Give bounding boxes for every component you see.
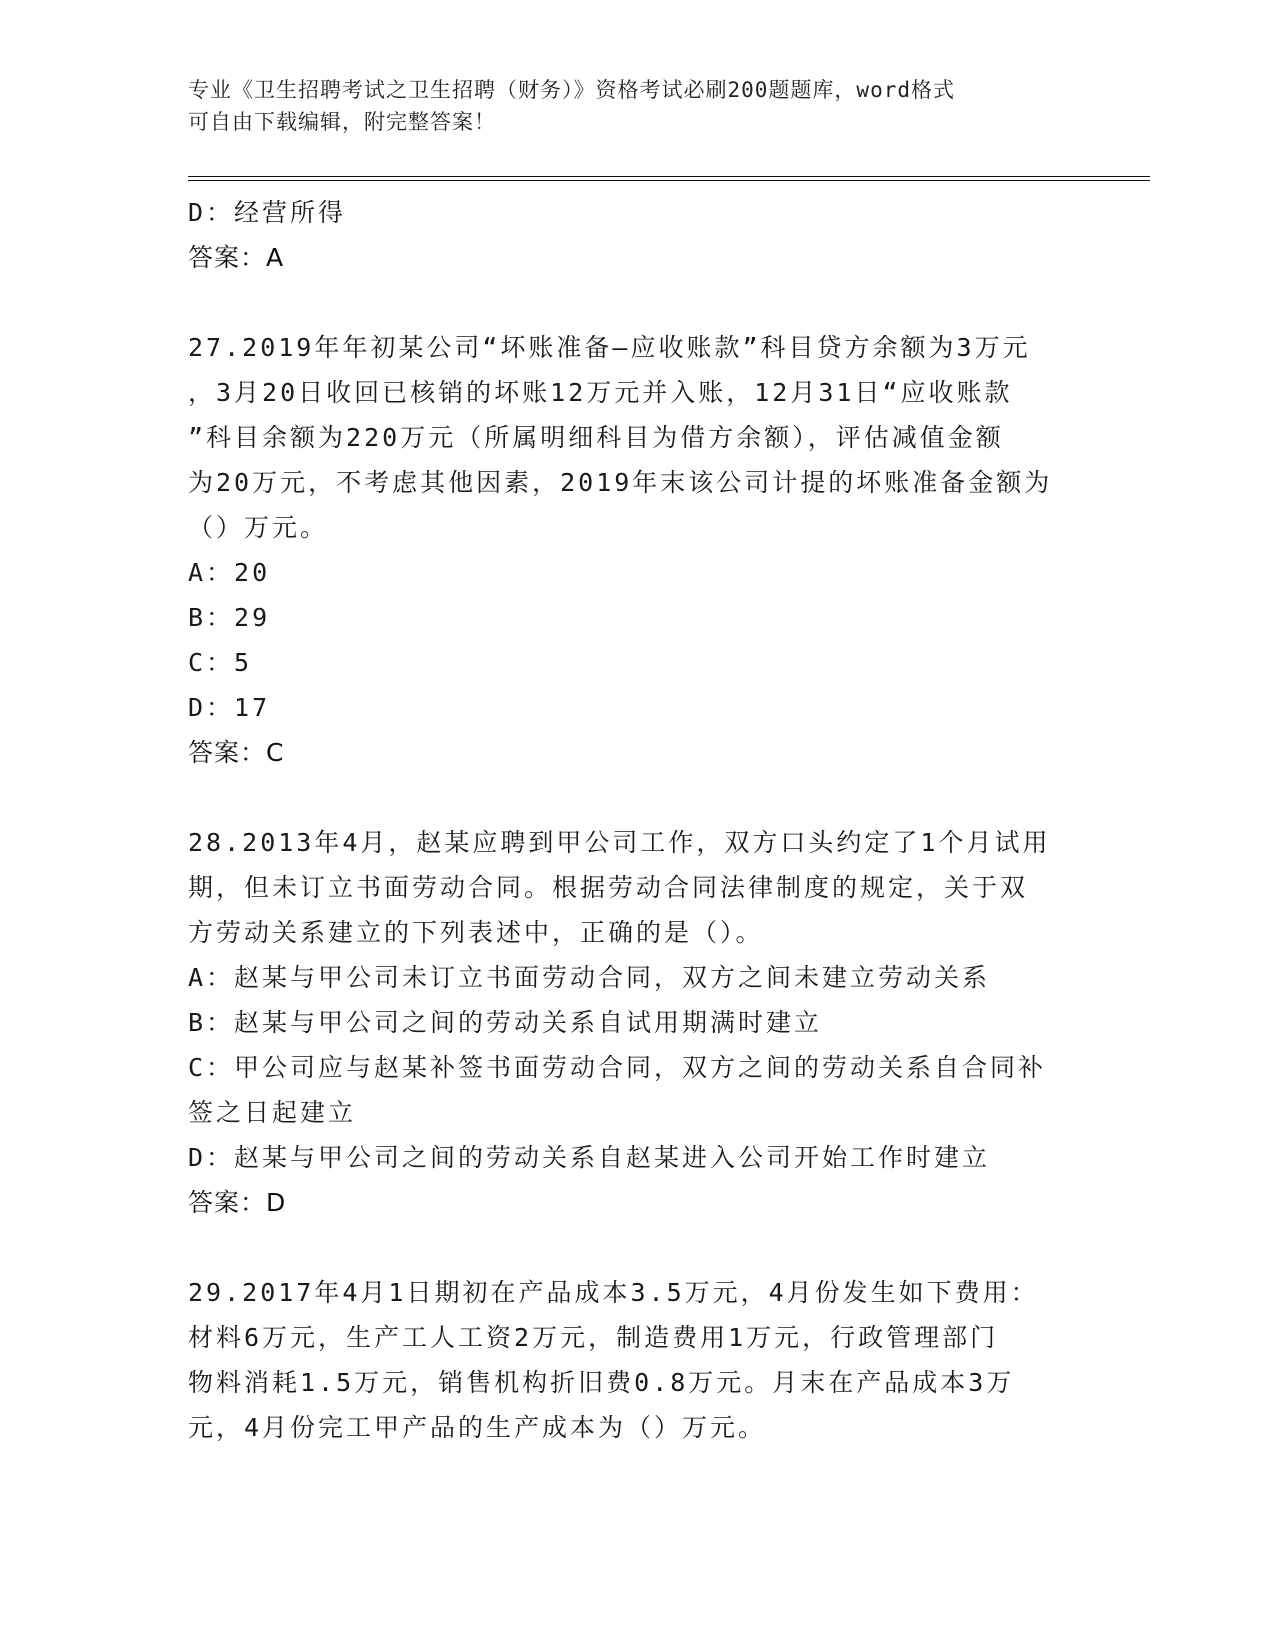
question-stem-line: 29.2017年4月1日期初在产品成本3.5万元，4月份发生如下费用： bbox=[188, 1278, 1039, 1307]
question-stem-line: 材料6万元，生产工人工资2万元，制造费用1万元，行政管理部门 bbox=[188, 1323, 999, 1352]
option-d: D：17 bbox=[188, 693, 271, 722]
option-a: A：20 bbox=[188, 558, 271, 587]
question-stem-line: 元，4月份完工甲产品的生产成本为（）万元。 bbox=[188, 1413, 767, 1442]
document-body bbox=[188, 190, 1088, 1450]
question-stem-line: 期，但未订立书面劳动合同。根据劳动合同法律制度的规定，关于双 bbox=[188, 873, 1029, 902]
option-b: B：29 bbox=[188, 603, 271, 632]
option-a: A：赵某与甲公司未订立书面劳动合同，双方之间未建立劳动关系 bbox=[188, 963, 991, 992]
option-c: C：5 bbox=[188, 648, 253, 677]
header-line-1: 专业《卫生招聘考试之卫生招聘（财务）》资格考试必刷200题题库，word格式 bbox=[188, 78, 955, 102]
question-stem-line: 27.2019年年初某公司“坏账准备—应收账款”科目贷方余额为3万元 bbox=[188, 333, 1031, 362]
question-28 bbox=[188, 820, 1088, 1225]
question-27 bbox=[188, 325, 1088, 775]
header-line-2: 可自由下载编辑，附完整答案！ bbox=[188, 110, 496, 134]
question-stem-line: （）万元。 bbox=[188, 513, 329, 542]
option-b: B：赵某与甲公司之间的劳动关系自试用期满时建立 bbox=[188, 1008, 823, 1037]
option-d: D：赵某与甲公司之间的劳动关系自赵某进入公司开始工作时建立 bbox=[188, 1143, 991, 1172]
question-stem-line: ”科目余额为220万元（所属明细科目为借方余额），评估减值金额 bbox=[188, 423, 1004, 452]
answer: 答案：A bbox=[188, 243, 285, 272]
header-rule-top bbox=[188, 176, 1150, 177]
question-stem-line: 为20万元，不考虑其他因素，2019年末该公司计提的坏账准备金额为 bbox=[188, 468, 1053, 497]
answer: 答案：C bbox=[188, 738, 285, 767]
question-stem-line: ，3月20日收回已核销的坏账12万元并入账，12月31日“应收账款 bbox=[188, 378, 1013, 407]
question-stem-line: 方劳动关系建立的下列表述中，正确的是（）。 bbox=[188, 918, 764, 947]
option-c-continued: 签之日起建立 bbox=[188, 1098, 357, 1127]
option-c: C：甲公司应与赵某补签书面劳动合同，双方之间的劳动关系自合同补 bbox=[188, 1053, 1047, 1082]
answer: 答案：D bbox=[188, 1188, 287, 1217]
document-header bbox=[188, 74, 1088, 138]
question-stem-line: 物料消耗1.5万元，销售机构折旧费0.8万元。月末在产品成本3万 bbox=[188, 1368, 1015, 1397]
question-stem-line: 28.2013年4月，赵某应聘到甲公司工作，双方口头约定了1个月试用 bbox=[188, 828, 1051, 857]
prev-question bbox=[188, 190, 1088, 280]
option-d: D：经营所得 bbox=[188, 198, 347, 227]
header-rule-bottom bbox=[188, 180, 1150, 181]
question-29 bbox=[188, 1270, 1088, 1450]
